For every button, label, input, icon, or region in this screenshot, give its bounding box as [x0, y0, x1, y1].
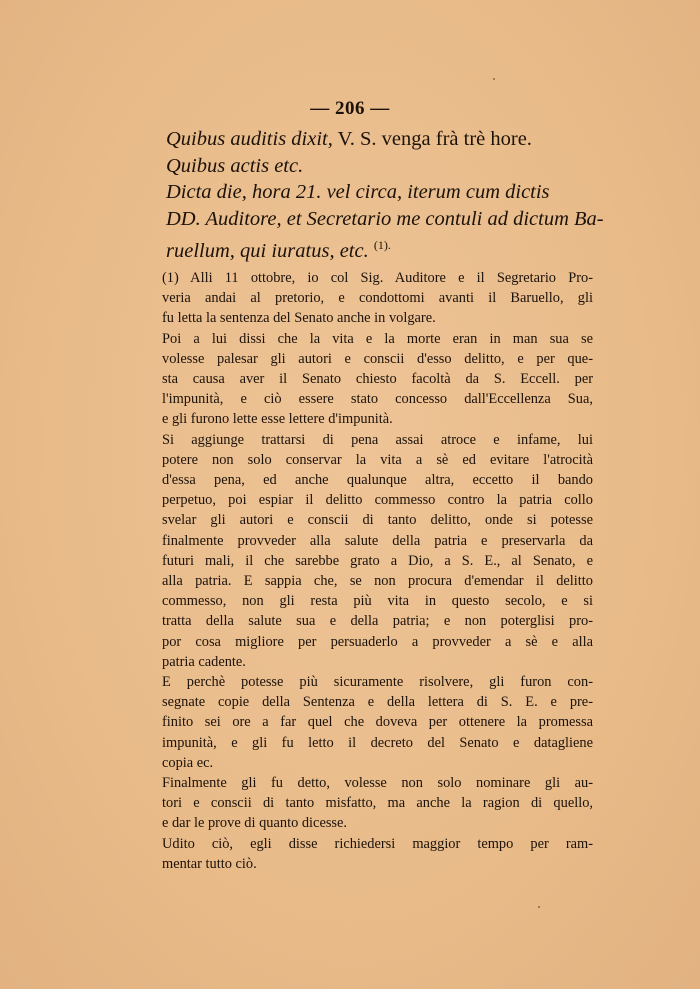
paper-speck — [493, 78, 495, 80]
footnote-line: perpetuo, poi espiar il delitto commesso contro la patria collo — [162, 492, 593, 509]
footnote-line: por cosa migliore per persuaderlo a provveder a sè e alla — [162, 633, 593, 650]
footnote-line: d'essa pena, ed anche qualunque altra, eccetto il bando — [162, 472, 593, 489]
footnote-line: commesso, non gli resta più vita in questo secolo, e si — [162, 593, 593, 610]
main-line-2 — [166, 153, 606, 180]
footnote-line: tori e conscii di tanto misfatto, ma anche la ragion di quello, — [162, 795, 593, 812]
main-line-3-text: Dicta die, hora 21. vel circa, iterum cum dictis — [166, 181, 550, 203]
footnote-line: potere non solo conservar la vita a sè ed evitare l'atrocità — [162, 451, 593, 468]
main-line-1 — [166, 126, 606, 153]
main-line-1-rest: V. S. venga frà trè hore. — [332, 128, 532, 150]
footnote-line: Finalmente gli fu detto, volesse non solo nominare gli au- — [162, 775, 593, 792]
footnote-line: patria cadente. — [162, 653, 246, 670]
footnote-line: alla patria. E sappia che, se non procura d'emendar il delitto — [162, 573, 593, 590]
footnote-line: Poi a lui dissi che la vita e la morte eran in man sua se — [162, 330, 593, 347]
footnote-line: l'impunità, e ciò essere stato concesso dall'Eccellenza Sua, — [162, 391, 593, 408]
main-line-4 — [166, 206, 606, 233]
footnote-line: svelar gli autori e conscii di tanto delitto, onde si potesse — [162, 512, 593, 529]
main-line-5 — [166, 232, 606, 264]
page-number: — 206 — — [310, 98, 390, 119]
main-line-3 — [166, 179, 606, 206]
footnote-line: copia ec. — [162, 754, 214, 771]
footnote-line: (1) Alli 11 ottobre, io col Sig. Auditore e il Segretario Pro- — [162, 270, 593, 286]
footnote-line: Si aggiunge trattarsi di pena assai atroce e infame, lui — [162, 431, 593, 448]
footnote-line: sta causa aver il Senato chiesto facoltà da S. Eccell. per — [162, 371, 593, 388]
footnote-line: volesse palesar gli autori e conscii d'esso delitto, e per que- — [162, 350, 593, 367]
main-line-2-text: Quibus actis etc. — [166, 154, 304, 177]
footnote-line: futuri mali, il che sarebbe grato a Dio, a S. E., al Senato, e — [162, 552, 593, 569]
footnote-line: finalmente provveder alla salute della patria e preservarla da — [162, 532, 593, 549]
main-line-5-italic: ruellum, qui iuratus, etc. — [166, 239, 369, 262]
footnote-line: e dar le prove di quanto dicesse. — [162, 815, 348, 832]
footnote-line: E perchè potesse più sicuramente risolvere, gli furon con- — [162, 674, 593, 691]
footnote-line: mentar tutto ciò. — [162, 855, 257, 872]
footnote — [162, 268, 593, 874]
footnote-line: tratta della salute sua e della patria; e non poterglisi pro- — [162, 613, 593, 630]
footnote-line: Udito ciò, egli disse richiedersi maggior tempo per ram- — [162, 835, 593, 852]
footnote-line: fu letta la sentenza del Senato anche in volgare. — [162, 310, 436, 327]
main-text — [166, 126, 606, 264]
footnote-reference: (1). — [373, 238, 391, 252]
main-line-1-italic: Quibus auditis dixit, — [166, 128, 333, 150]
footnote-line: veria andai al pretorio, e condottomi avanti il Baruello, gli — [162, 290, 593, 307]
footnote-line: finito sei ore a far quel che doveva per ottenere la promessa — [162, 714, 593, 731]
footnote-line: segnate copie della Sentenza e della lettera di S. E. e pre- — [162, 694, 593, 711]
paper-speck — [538, 906, 540, 908]
main-line-4-text: DD. Auditore, et Secretario me contuli ad dictum Ba- — [166, 207, 604, 230]
footnote-line: impunità, e gli fu letto il decreto del Senato e datagliene — [162, 734, 593, 751]
footnote-line: e gli furono lette esse lettere d'impunità. — [162, 411, 393, 428]
